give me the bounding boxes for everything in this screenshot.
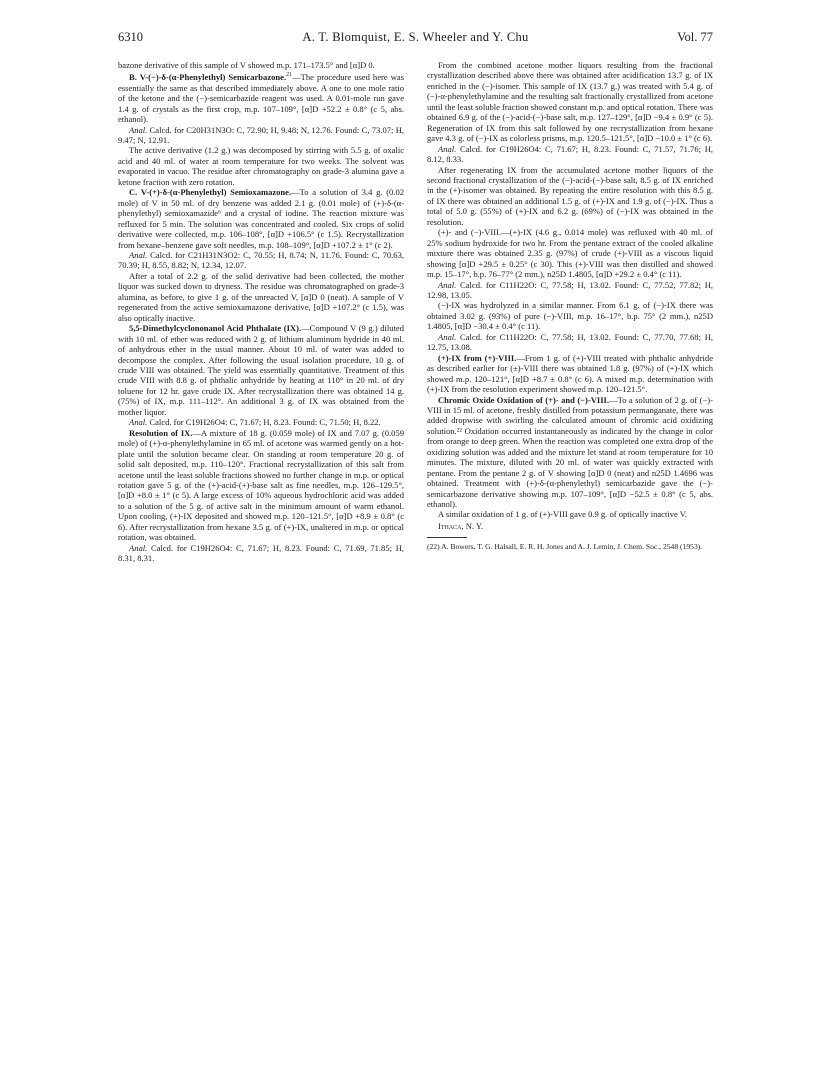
section-heading: Chromic Oxide Oxidation of (+)- and (−)-VIII. <box>438 394 610 405</box>
body-paragraph <box>427 165 713 228</box>
left-column <box>118 60 404 564</box>
paragraph-text: bazone derivative of this sample of V showed m.p. 171–173.5° and [α]D 0. <box>118 60 375 70</box>
body-paragraph <box>427 227 713 279</box>
paragraph-text: Calcd. for C19H26O4: C, 71.67; H, 8.23. Found: C, 71.69, 71.85; H, 8.31, 8.31. <box>118 542 405 564</box>
paragraph-text: —From 1 g. of (+)-VIII treated with phthalic anhydride as described earlier for (±)-VIII there was obtained 1.8 g. (97%) of (+)-IX which showed m.p. 120–121°, [α]D +8.7 ± 0.8° (c 6). A mixed m.p. determination with (+)-IX from the resolution experiment showed m.p. 120–121.5°. <box>427 352 713 395</box>
body-paragraph <box>427 300 713 331</box>
anal-label: Anal. <box>438 279 457 290</box>
paragraph-text: The active derivative (1.2 g.) was decomposed by stirring with 5.5 g. of oxalic acid and 40 ml. of water at room temperature for two weeks. The solvent was evaporated in vacuo. The residue after chromatography on grade-3 alumina gave a ketone fraction with zero rotation. <box>118 145 404 187</box>
paragraph-text: A similar oxidation of 1 g. of (+)-VIII gave 0.9 g. of optically inactive V. <box>438 509 687 520</box>
paragraph-text: Calcd. for C11H22O: C, 77.58; H, 13.02. Found: C, 77.70, 77.68; H, 12.75, 13.08. <box>427 331 714 353</box>
body-paragraph <box>427 60 713 144</box>
paragraph-text: —The procedure used here was essentially the same as that described immediately above. A one to one mole ratio of the ketone and the (−)-semicarbazide reagent was used. A 0.01-mole run gave 1.4 g. of crystals as the first crop, m.p. 107–109°, [α]D +52.2 ± 0.8° (c 5, abs. ethanol). <box>118 72 404 125</box>
analysis-paragraph <box>118 417 404 427</box>
section-heading: (+)-IX from (+)-VIII. <box>438 352 517 363</box>
anal-label: Anal. <box>438 143 457 154</box>
paragraph-text: After regenerating IX from the accumulated acetone mother liquors of the second fractional crystallization of the (−)-acid-(−)-base salt, 8.5 g. of IX enriched in the (+)-isomer was obtained. By repeating the entire resolution with this 8.5 g. of IX there was obtained an additional 1.5 g. of (+)-IX and 1.9 g. of (−)-IX. Thus a total of 5.0 g. (55%) of (+)-IX and 6.2 g. (69%) of (−)-IX was obtained in the resolution. <box>427 164 713 227</box>
section-paragraph <box>427 353 713 395</box>
place-signature: Ithaca, N. Y. <box>438 520 484 531</box>
body-paragraph <box>118 60 404 70</box>
right-column-body <box>427 60 713 520</box>
anal-label: Anal. <box>129 250 148 260</box>
anal-label: Anal. <box>129 542 148 553</box>
reference-superscript: 21 <box>286 72 293 79</box>
paragraph-text: —To a solution of 2 g. of (−)-VIII in 15 ml. of acetone, freshly distilled from potassium permanganate, there was added dropwise with swirling the calculated amount of chromic acid oxidizing solution.²² Oxidation occurred instantaneously as indicated by the change in color from orange to deep green. When the reaction was completed one extra drop of the oxidizing solution was added and the mixture let stand at room temperature for 10 minutes. The mixture, diluted with 20 ml. of water was quickly extracted with pentane. From the pentane 2 g. of V showing [α]D 0 (neat) and n25D 1.4696 was obtained. Treatment with (+)-δ-(α-phenylethyl) semicarbazide gave the (−)-semicarbazone derivative showing m.p. 107–109°, [α]D −52.5 ± 0.8° (c 5, abs. ethanol). <box>427 394 713 510</box>
analysis-paragraph <box>427 144 713 165</box>
body-paragraph <box>118 271 404 323</box>
paragraph-text: —A mixture of 18 g. (0.059 mole) of IX and 7.07 g. (0.059 mole) of (+)-α-phenylethylamine in 65 ml. of acetone was warmed gently on a hot-plate until the solution became clear. On standing at room temperature 20 g. of solid salt deposited, m.p. 110–120°. Fractional recrystallization of this salt from acetone until the least soluble fractions showed no further change in m.p. or optical rotation gave 5 g. of the (+)-acid-(+)-base salt as fine needles, m.p. 126–129.5°, [α]D +8.0 ± 1° (c 5). A large excess of 10% aqueous hydrochloric acid was added to a solution of the 5 g. of active salt in the minimum amount of warm ethanol. Upon cooling, (+)-IX deposited and showed m.p. 120–121.5°, [α]D +8.9 ± 0.8° (c 6). After recrystallization from hexane 3.5 g. of (+)-IX, unaltered in m.p. or optical rotation, was obtained. <box>118 427 404 543</box>
analysis-paragraph <box>118 125 404 146</box>
paragraph-text: (−)-IX was hydrolyzed in a similar manner. From 6.1 g. of (−)-IX there was obtained 3.02 g. (93%) of pure (−)-VIII, m.p. 16–17°, b.p. 75° (2 mm.), n25D 1.4805, [α]D −30.4 ± 0.4° (c 11). <box>427 300 713 332</box>
section-paragraph <box>118 323 404 417</box>
running-header <box>118 30 713 52</box>
paragraph-text: From the combined acetone mother liquors resulting from the fractional crystallization described above there was obtained after acidification 13.7 g. of IX enriched in the (−)-isomer. This sample of IX (13.7 g.) was treated with 5.4 g. of (−)-α-phenylethylamine and the resulting salt fractionally crystallized from acetone until the least soluble fraction showed constant m.p. and optical rotation. There was obtained 6.9 g. of the (−)-acid-(−)-base salt, m.p. 127–129°, [α]D −9.4 ± 0.9° (c 5). Regeneration of IX from this salt followed by one recrystallization from hexane gave 4.3 g. of (−)-IX as colorless prisms, m.p. 120.5–121.5°, [α]D −10.0 ± 1° (c 6). <box>427 60 713 144</box>
paragraph-text: Calcd. for C20H31N3O: C, 72.90; H, 9.48; N, 12.76. Found: C, 73.07; H, 9.47; N, 12.91. <box>118 124 404 146</box>
anal-label: Anal. <box>129 124 148 135</box>
section-heading: 5,5-Dimethylcyclononanol Acid Phthalate (IX). <box>129 323 302 334</box>
paragraph-text: Calcd. for C21H31N3O2: C, 70.55; H, 8.74; N, 11.76. Found: C, 70.63, 70.39; H, 8.55, 8.82; N, 12.34, 12.07. <box>118 250 404 271</box>
footnote-rule <box>427 537 467 538</box>
paragraph-text: (+)- and (−)-VIII.—(+)-IX (4.6 g., 0.014 mole) was refluxed with 40 ml. of 25% sodium hydroxide for two hr. From the pentane extract of the cooled alkaline mixture there was obtained 2.35 g. (97%) of crude (+)-VIII as a viscous liquid showing [α]D +29.5 ± 0.25° (c 30). This (+)-VIII was then distilled and showed m.p. 15–17°, b.p. 76–77° (2 mm.), n25D 1.4805, [α]D +29.2 ± 0.4° (c 11). <box>427 227 713 280</box>
section-paragraph <box>118 187 404 250</box>
analysis-paragraph <box>118 250 404 271</box>
paragraph-text: Calcd. for C19H26O4: C, 71.67; H, 8.23. Found: C, 71.57, 71.76; H, 8.12, 8.33. <box>427 143 714 165</box>
analysis-paragraph <box>118 543 404 564</box>
paragraph-text: —Compound V (9 g.) diluted with 10 ml. of ether was reduced with 2 g. of lithium aluminum hydride in 40 ml. of anhydrous ether in the usual manner. About 10 ml. of water was added to decompose the complex. After following the usual isolation procedure, 10 g. of crude VIII was obtained. The yield was essentially quantitative. Treatment of this crude VIII with 8.8 g. of phthalic anhydride by heating at 110° in 20 ml. of dry toluene for 12 hr. gave crude IX. After recrystallization there was obtained 14 g. (75%) of IX, m.p. 111–112°. An additional 3 g. of IX was obtained from the mother liquor. <box>118 323 405 417</box>
right-column <box>427 60 713 552</box>
page-number: 6310 <box>118 30 143 44</box>
section-heading: Resolution of IX. <box>129 427 193 438</box>
body-paragraph <box>118 145 404 187</box>
paragraph-text: Calcd. for C11H22O: C, 77.58; H, 13.02. Found: C, 77.52, 77.82; H, 12.98, 13.05. <box>427 279 714 300</box>
running-title: A. T. Blomquist, E. S. Wheeler and Y. Chu <box>302 30 529 44</box>
section-heading: B. V-(−)-δ-(α-Phenylethyl) Semicarbazone. <box>129 72 287 83</box>
body-paragraph <box>427 509 713 519</box>
section-heading: C. V-(+)-δ-(α-Phenylethyl) Semioxamazone. <box>129 187 292 198</box>
section-paragraph <box>118 428 404 543</box>
section-paragraph <box>118 70 404 124</box>
paragraph-text: After a total of 2.2 g. of the solid derivative had been collected, the mother liquor was sucked down to dryness. The residue was chromatographed on grade-3 alumina, as before, to give 1 g. of the unreacted V, [α]D 0 (neat). A sample of V regenerated from the active semioxamazone derivative, [α]D +107.2° (c 1.5), was also optically inactive. <box>118 270 404 323</box>
paragraph-text: Calcd. for C19H26O4: C, 71.67; H, 8.23. Found: C, 71.50; H, 8.22. <box>149 417 381 428</box>
analysis-paragraph <box>427 332 713 353</box>
paragraph-text: —To a solution of 3.4 g. (0.02 mole) of V in 50 ml. of dry benzene was added 2.1 g. (0.01 mole) of (+)-δ-(α-phenylethyl) semioxamazide⁶ and a crystal of iodine. The reaction mixture was refluxed for 5 min. The solution was concentrated and cooled. Six crops of solid derivative were collected, m.p. 106–108°, [α]D +106.5° (c 1.5). Recrystallization from hexane–benzene gave soft needles, m.p. 108–109°, [α]D +107.2 ± 1° (c 2). <box>118 187 405 250</box>
footnote: (22) A. Bowers, T. G. Halsall, E. R. H. Jones and A. J. Lemin, J. Chem. Soc., 2548 (1953). <box>427 542 703 552</box>
anal-label: Anal. <box>438 331 457 342</box>
anal-label: Anal. <box>129 417 148 428</box>
section-paragraph <box>427 395 713 510</box>
analysis-paragraph <box>427 280 713 301</box>
volume-label: Vol. 77 <box>677 30 713 44</box>
